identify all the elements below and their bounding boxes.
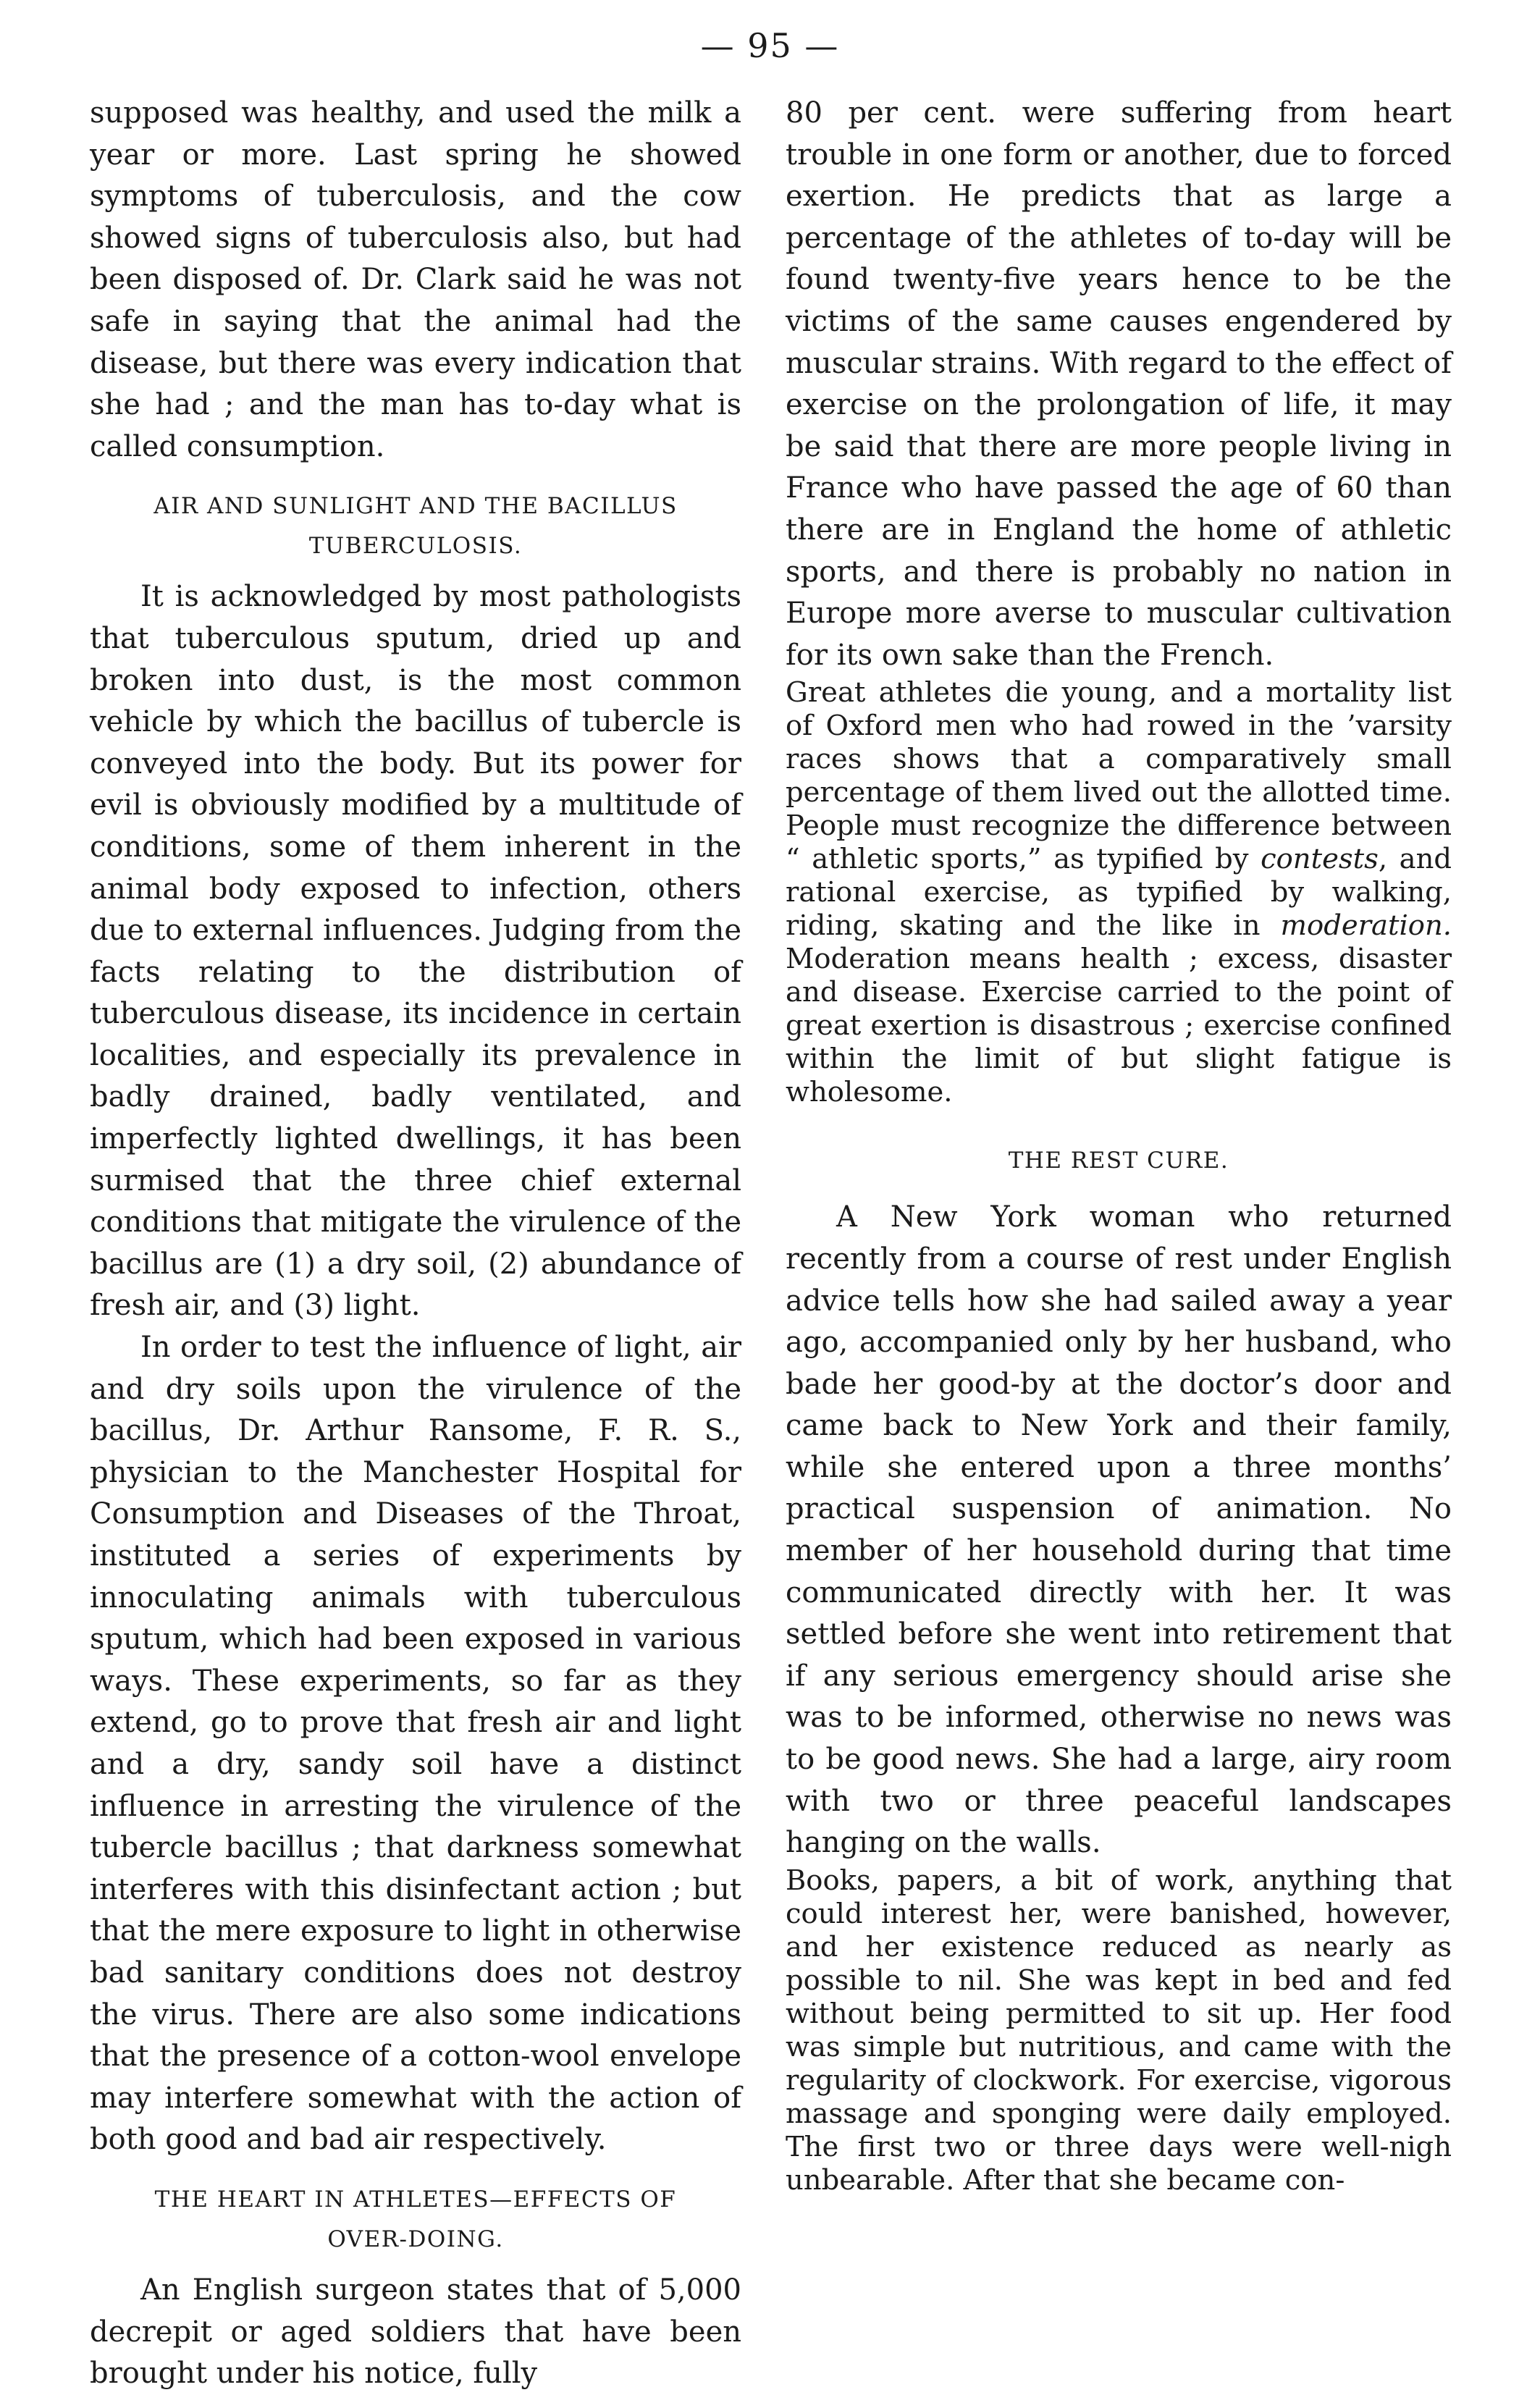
heading-line: AIR AND SUNLIGHT AND THE BACILLUS [153, 493, 678, 520]
heading-line: TUBERCULOSIS. [308, 533, 523, 560]
emphasis-moderation: moderation. [1280, 909, 1452, 943]
paragraph-athletes-die-young [786, 676, 1452, 1109]
page-number: — 95 — [700, 26, 840, 65]
left-column [90, 93, 741, 2395]
heading-line: OVER-DOING. [327, 2226, 504, 2252]
paragraph-heart-trouble: 80 per cent. were suffering from heart trouble in one form or another, due to forced exertion. He predicts that as large a percentage of the athletes of to-day will be found twenty-five years hence to be the victims of the same causes engendered by muscular strains. With regard to the effect of exercise on the prolongation of life, it may be said that there are more people living in France who have passed the age of 60 than there are in England the home of athletic sports, and there is probably no nation in Europe more averse to muscular cultivation for its own sake than the French. [786, 96, 1452, 672]
paragraph-consumption-case: supposed was healthy, and used the milk a year or more. Last spring he showed symptoms of tuberculosis, and the cow showed signs of tuberculosis also, but had been disposed of. Dr. Clark said he was not safe in saying that the animal had the disease, but there was every indication that she had ; and the man has to-day what is called consumption. [90, 96, 741, 463]
paragraph-books-papers: Books, papers, a bit of work, anything that could interest her, were banished, however, and her existence reduced as nearly as possible to nil. She was kept in bed and fed without being permitted to sit up. Her food was simple but nutritious, and came with the regularity of clockwork. For exercise, vigorous massage and sponging were daily employed. The first two or three days were well-nigh unbearable. After that she became con- [786, 1864, 1452, 2197]
paragraph-english-surgeon: An English surgeon states that of 5,000 decrepit or aged soldiers that have been brought under his notice, fully [90, 2273, 741, 2391]
right-column [786, 93, 1452, 2197]
paragraph-ransome-experiments: In order to test the influence of light, air and dry soils upon the virulence of the bacillus, Dr. Arthur Ransome, F. R. S., physician to the Manchester Hospital for Consumption and Diseases of the Throat, instituted a series of experiments by innoculating animals with tuberculous sputum, which had been exposed in various ways. These experiments, so far as they extend, go to prove that fresh air and light and a dry, sandy soil have a distinct influence in arresting the virulence of the tubercle bacillus ; that darkness somewhat interferes with this disinfectant action ; but that the mere exposure to light in otherwise bad sanitary conditions does not destroy the virus. There are also some indications that the presence of a cotton-wool envelope may interfere somewhat with the action of both good and bad air respectively. [90, 1331, 741, 2157]
paragraph-pathologists: It is acknowledged by most pathologists that tuberculous sputum, dried up and broken into dust, is the most common vehicle by which the bacillus of tubercle is conveyed into the body. But its power for evil is obviously modified by a multitude of conditions, some of them inherent in the animal body exposed to infection, others due to external influences. Judging from the facts relating to the distribution of tuberculous disease, its incidence in certain localities, and especially its prevalence in badly drained, badly ventilated, and imperfectly lighted dwellings, it has been surmised that the three chief external conditions that mitigate the virulence of the bacillus are (1) a dry soil, (2) abundance of fresh air, and (3) light. [90, 580, 741, 1323]
text-run: Moderation means health ; excess, disaster and disease. Exercise carried to the point of great exertion is disastrous ; exercise confined within the limit of but slight fatigue is wholesome. [786, 943, 1452, 1109]
section-heading-air-sunlight [90, 487, 741, 566]
text-run: , and rational exercise, as typified by walking, riding, skating and the like in [786, 843, 1452, 943]
paragraph-new-york-woman: A New York woman who returned recently from a course of rest under English advice tells how she had sailed away a year ago, accompanied only by her husband, who bade her good-by at the doctor’s door and came back to New York and their family, while she entered upon a three months’ practical suspension of animation. No member of her household during that time communicated directly with her. It was settled before she went into retirement that if any serious emergency should arise she was to be informed, otherwise no news was to be good news. She had a large, airy room with two or three peaceful landscapes hanging on the walls. [786, 1200, 1452, 1860]
text-run: Great athletes die young, and a mortality list of Oxford men who had rowed in the ’varsity races shows that a comparatively small percentage of them lived out the allotted time. People must recognize the difference between “ athletic sports,” as typified by [786, 676, 1452, 876]
section-heading-heart-athletes [90, 2180, 741, 2260]
emphasis-contests: contests [1261, 843, 1379, 876]
heading-line: THE HEART IN ATHLETES—EFFECTS OF [154, 2186, 677, 2213]
section-heading-rest-cure: THE REST CURE. [1008, 1148, 1229, 1174]
